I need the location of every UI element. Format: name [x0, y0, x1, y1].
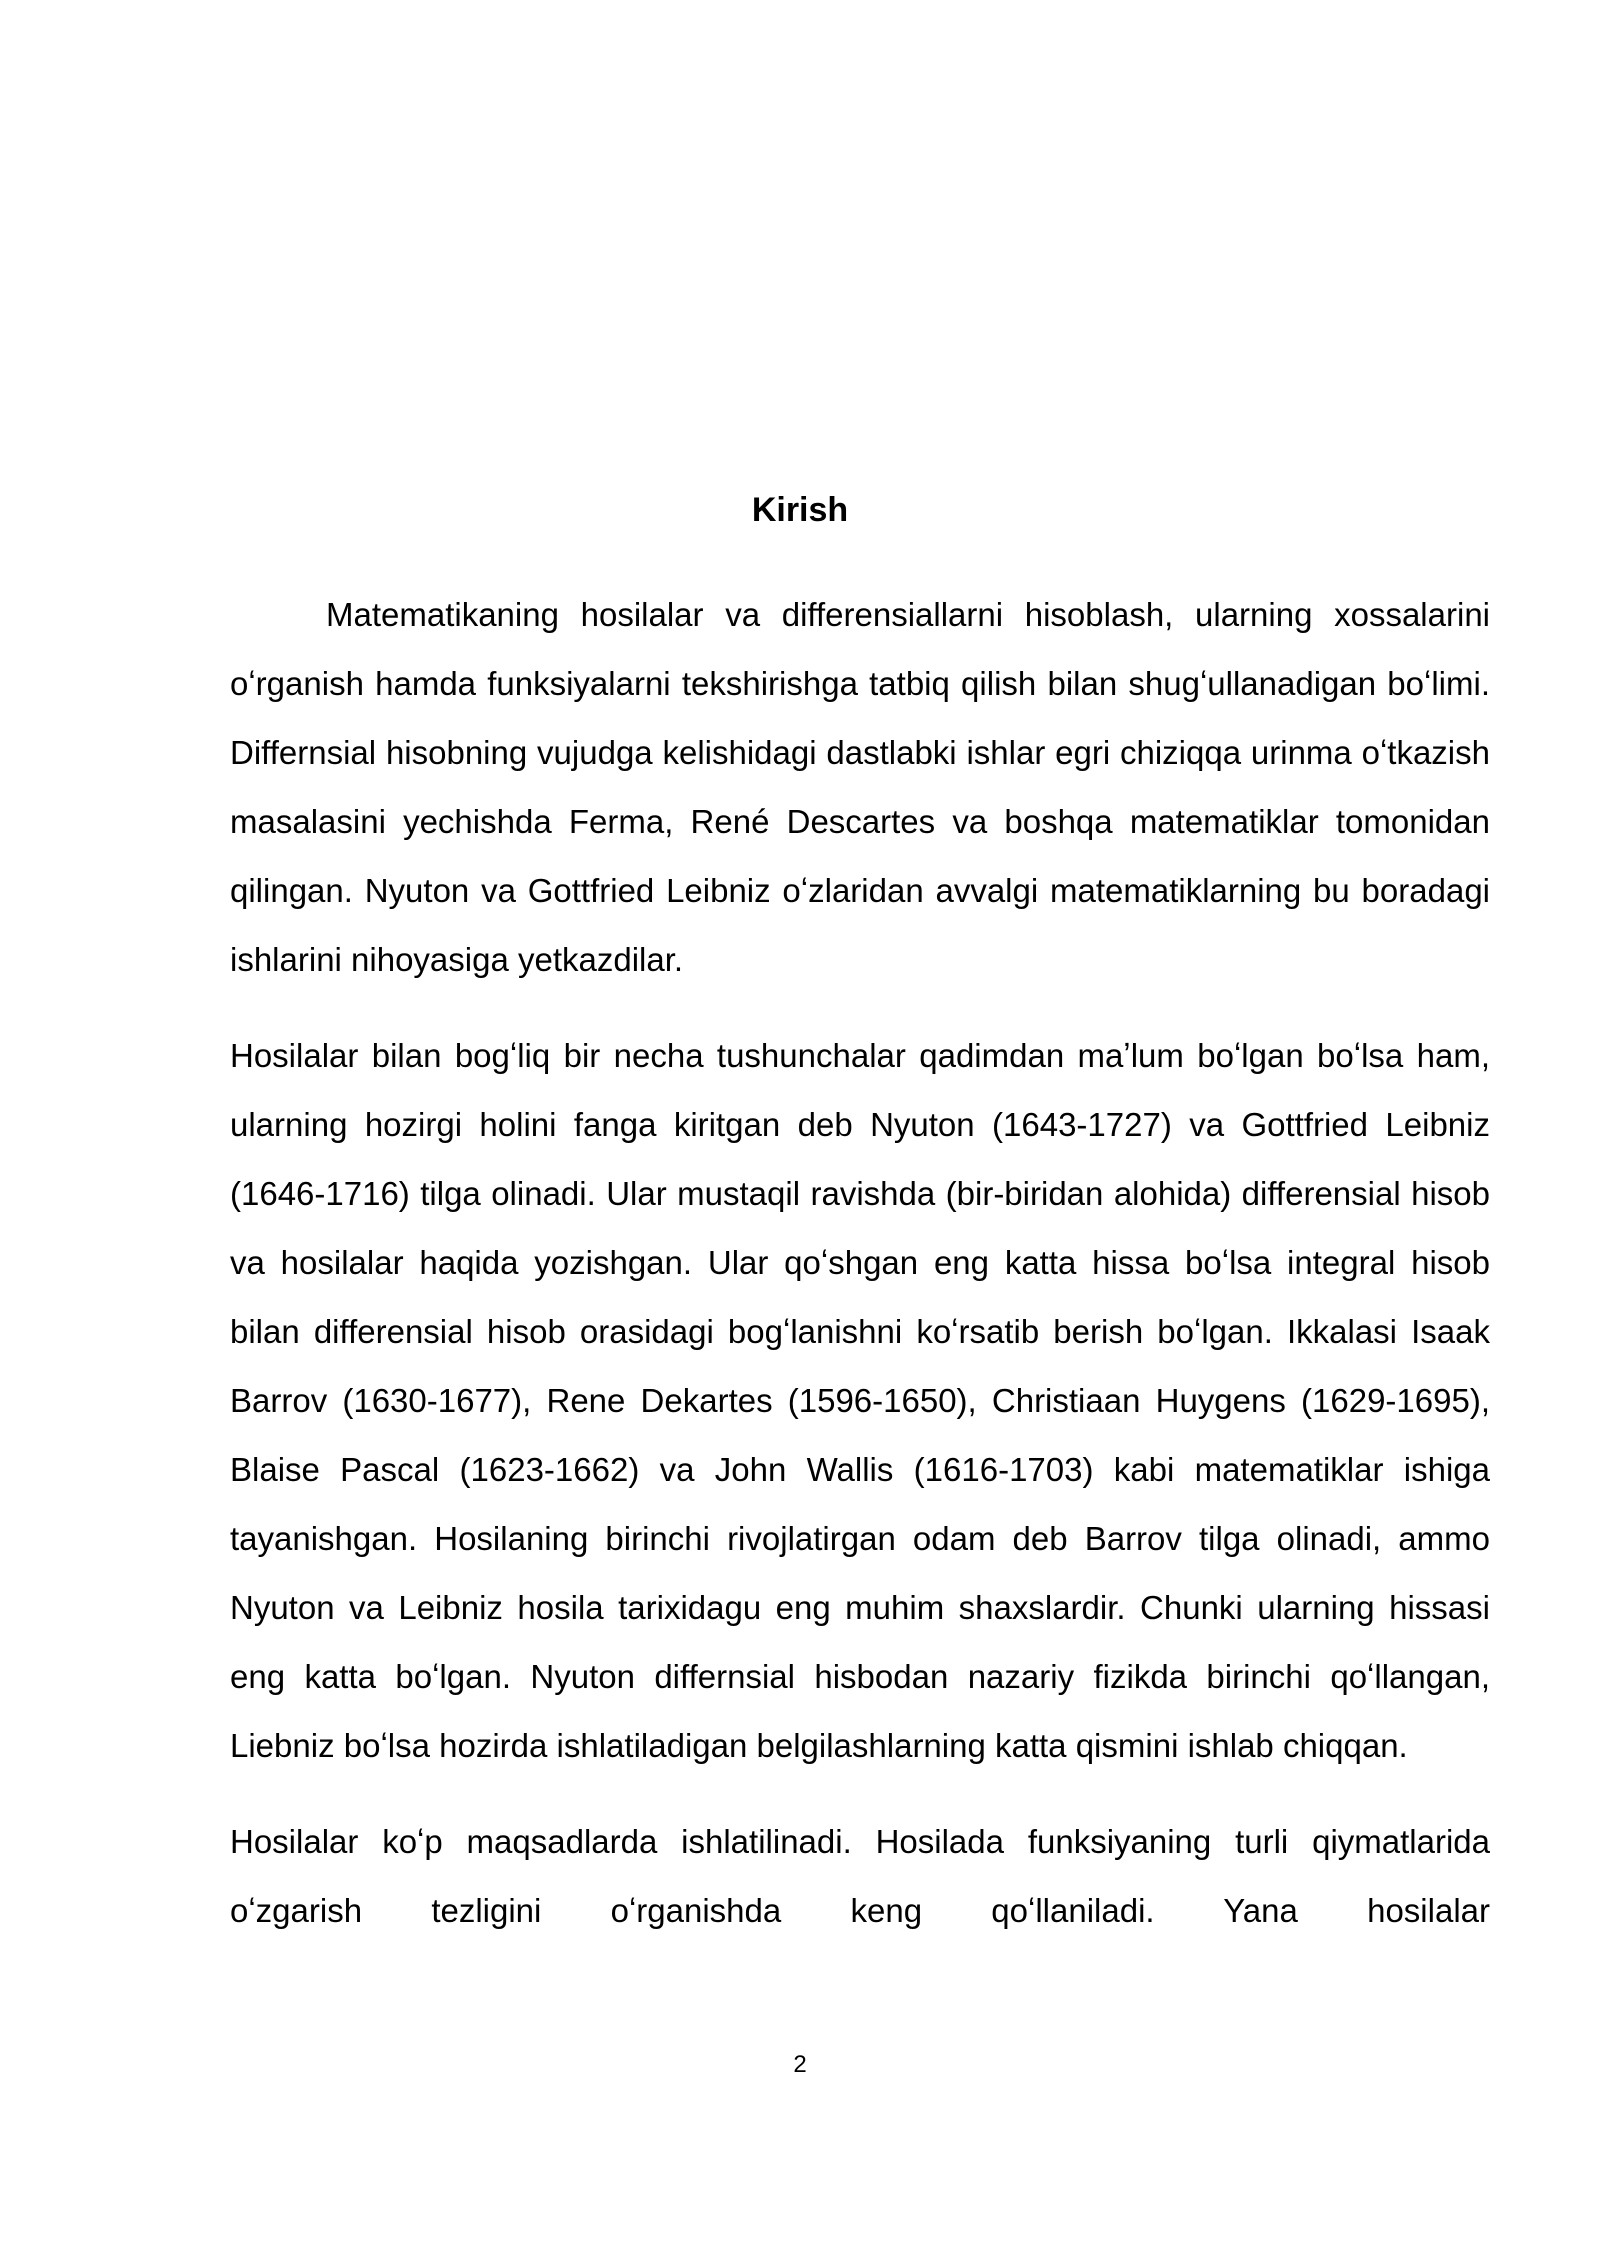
paragraph-history: Hosilalar bilan bogʻliq bir necha tushunchalar qadimdan maʼlum boʻlgan boʻlsa ham, ularning hozirgi holini fanga kiritgan deb Nyuton (1643-1727) va Gottfried Leibniz (1646-1716) tilga olinadi. Ular mustaqil ravishda (bir-biridan alohida) differensial hisob va hosilalar haqida yozishgan. Ular qoʻshgan eng katta hissa boʻlsa integral hisob bilan differensial hisob orasidagi bogʻlanishni koʻrsatib berish boʻlgan. Ikkalasi Isaak Barrov (1630-1677), Rene Dekartes (1596-1650), Christiaan Huygens (1629-1695), Blaise Pascal (1623-1662) va John Wallis (1616-1703) kabi matematiklar ishiga tayanishgan. Hosilaning birinchi rivojlatirgan odam deb Barrov tilga olinadi, ammo Nyuton va Leibniz hosila tarixidagu eng muhim shaxslardir. Chunki ularning hissasi eng katta boʻlgan. Nyuton differnsial hisbodan nazariy fizikda birinchi qoʻllangan, Liebniz boʻlsa hozirda ishlatiladigan belgilashlarning katta qismini ishlab chiqqan. — [230, 1037, 1490, 1764]
section-heading: Kirish — [751, 491, 849, 529]
page-number: 2 — [793, 2051, 807, 2078]
paragraph-applications: Hosilalar koʻp maqsadlarda ishlatilinadi. Hosilada funksiyaning turli qiymatlarida oʻzgarish tezligini oʻrganishda keng qoʻllaniladi. Yana hosilalar — [230, 1823, 1490, 1929]
document-body — [230, 580, 1490, 1945]
paragraph-intro: Matematikaning hosilalar va differensiallarni hisoblash, ularning xossalarini oʻrganish hamda funksiyalarni tekshirishga tatbiq qilish bilan shugʻullanadigan boʻlimi. Differnsial hisobning vujudga kelishidagi dastlabki ishlar egri chiziqqa urinma oʻtkazish masalasini yechishda Ferma, René Descartes va boshqa matematiklar tomonidan qilingan. Nyuton va Gottfried Leibniz oʻzlaridan avvalgi matematiklarning bu boradagi ishlarini nihoyasiga yetkazdilar. — [230, 596, 1490, 978]
